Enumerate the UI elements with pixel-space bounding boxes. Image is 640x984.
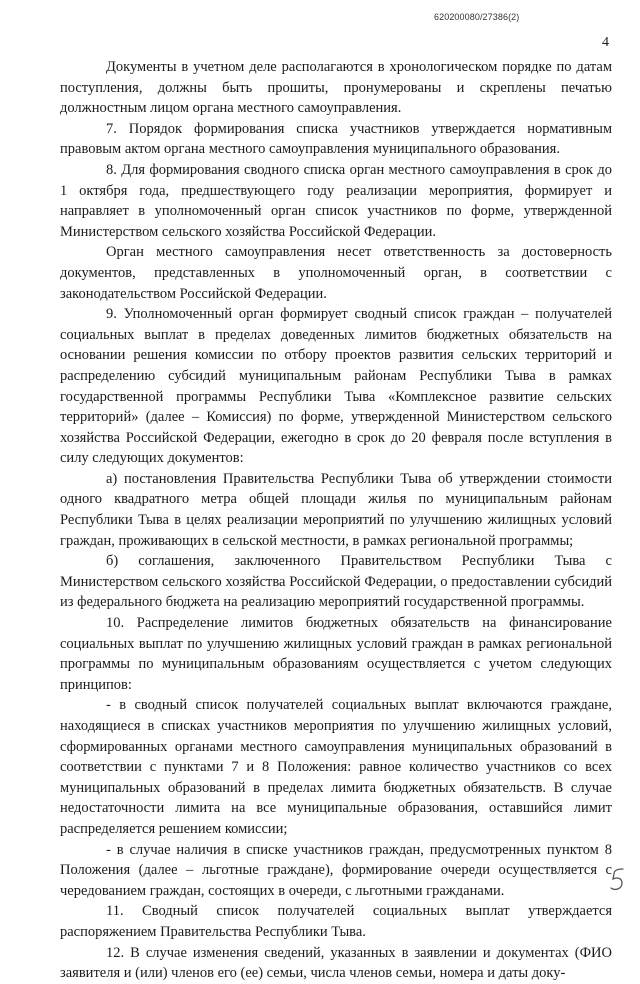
paragraph-7: 7. Порядок формирования списка участников утверждается нормативным правовым актом органа местного самоуправления муниципального образования. xyxy=(60,120,612,158)
paragraph-12: 12. В случае изменения сведений, указанных в заявлении и документах (ФИО заявителя и (или) членов его (ее) семьи, числа членов семьи, номера и даты доку- xyxy=(60,944,612,982)
page-number: 4 xyxy=(602,35,609,50)
paragraph-8: 8. Для формирования сводного списка орган местного самоуправления в срок до 1 октября года, предшествующего году реализации мероприятия, формирует и направляет в уполномоченный орган список участников по форме, утвержденной Министерством сельского хозяйства Российской Федерации. xyxy=(60,161,612,240)
paragraph-10-item-1: - в сводный список получателей социальных выплат включаются граждане, находящиеся в списках участников мероприятия по улучшению жилищных условий, сформированных органами местного самоуправления муниципальных образований в соответствии с пунктами 7 и 8 Положения: равное количество участников со всех муниципальных образований в пределах лимита бюджетных обязательств. В случае недостаточности лимита на все муниципальные образования, оставшийся лимит распределяется решением комиссии; xyxy=(60,697,612,837)
paragraph-11: 11. Сводный список получателей социальных выплат утверждается распоряжением Правительства Республики Тыва. xyxy=(60,903,612,940)
paragraph-9a: а) постановления Правительства Республики Тыва об утверждении стоимости одного квадратного метра общей площади жилья по муниципальным районам Республики Тыва в целях реализации мероприятий по улучшению жилищных условий граждан, проживающих в сельской местности, в рамках региональной программы; xyxy=(60,470,612,549)
document-code: 620200080/27386(2) xyxy=(434,12,520,22)
paragraph-documents-order: Документы в учетном деле располагаются в хронологическом порядке по датам поступления, должны быть прошиты, пронумерованы и скреплены печатью должностным лицом органа местного самоуправления. xyxy=(60,59,612,117)
paragraph-responsibility: Орган местного самоуправления несет ответственность за достоверность документов, представленных в уполномоченный орган, в соответствии с законодательством Российской Федерации. xyxy=(60,244,612,302)
paragraph-10-item-2: - в случае наличия в списке участников граждан, предусмотренных пунктом 8 Положения (далее – льготные граждане), формирование очереди осуществляется с чередованием граждан, состоящих в очереди, с льготными гражданами. xyxy=(60,841,612,899)
paragraph-9: 9. Уполномоченный орган формирует сводный список граждан – получателей социальных выплат в пределах доведенных лимитов бюджетных обязательств на основании решения комиссии по отбору проектов развития сельских территорий и распределению субсидий муниципальным районам Республики Тыва в рамках государственной программы Республики Тыва «Комплексное развитие сельских территорий» (далее – Комиссия) по форме, утвержденной Министерством сельского хозяйства Российской Федерации, ежегодно в срок до 20 февраля после вступления в силу следующих документов: xyxy=(60,306,612,467)
paragraph-9b: б) соглашения, заключенного Правительством Республики Тыва с Министерством сельского хозяйства Российской Федерации, о предоставлении субсидий из федерального бюджета на реализацию мероприятий государственной программы. xyxy=(60,553,612,611)
handwritten-mark-icon xyxy=(608,866,628,894)
document-body xyxy=(60,57,612,984)
paragraph-10: 10. Распределение лимитов бюджетных обязательств на финансирование социальных выплат по улучшению жилищных условий граждан в рамках региональной программы по муниципальным образованиям осуществляется с учетом следующих принципов: xyxy=(60,615,612,693)
